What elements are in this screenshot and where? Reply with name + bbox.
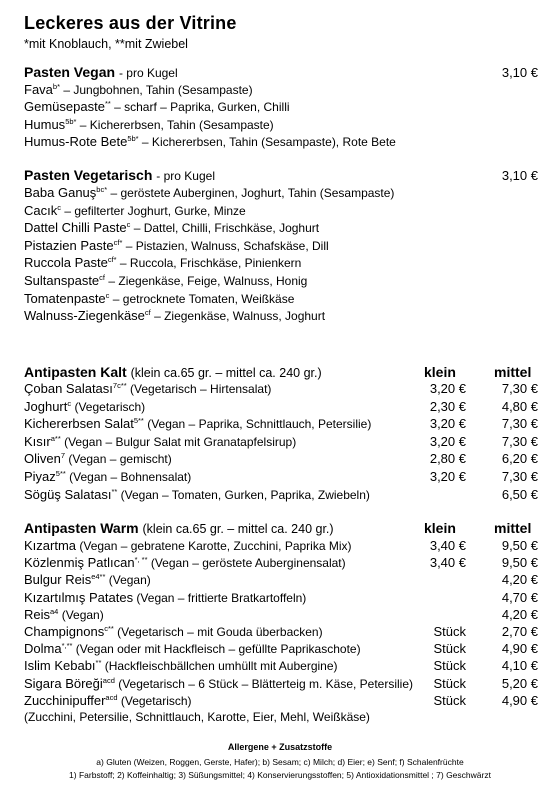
item-allergen-codes: bc* [96, 185, 108, 194]
price-klein: Stück [433, 675, 466, 691]
menu-item [24, 291, 294, 306]
col-klein-kalt: klein [424, 364, 456, 380]
price-mittel: 9,50 € [501, 538, 538, 553]
menu-item [24, 308, 325, 323]
item-name: Piyaz [24, 469, 56, 484]
item-name: Közlenmiş Patlıcan [24, 555, 135, 571]
item-name: Dattel Chilli Paste [24, 220, 127, 236]
item-name: Zucchinipuffer [24, 692, 106, 708]
menu-item [24, 693, 192, 708]
price-mittel: 6,50 € [501, 486, 538, 502]
item-allergen-codes: acd [102, 675, 115, 685]
menu-item [24, 238, 329, 253]
item-description: – Kichererbsen, Tahin (Sesampaste), Rote Bete [138, 134, 396, 149]
item-allergen-codes: 7 [60, 451, 66, 461]
item-description: – geröstete Auberginen, Joghurt, Tahin (Sesampaste) [107, 186, 395, 200]
menu-item [24, 487, 370, 502]
menu-item [24, 658, 338, 673]
price-mittel: 7,30 € [501, 416, 538, 432]
item-description: (Vegan – Bohnensalat) [65, 470, 192, 484]
item-allergen-codes: cf [144, 308, 151, 318]
item-description: (Vegan – gemischt) [65, 452, 172, 467]
allergen-line-1: a) Gluten (Weizen, Roggen, Gerste, Hafer); b) Sesam; c) Milch; d) Eier; e) Senf; f) Schalenfrüchte [96, 757, 464, 767]
item-name: Reis [24, 606, 51, 622]
price-mittel: 2,70 € [501, 624, 538, 639]
item-allergen-codes: ** [111, 486, 118, 496]
price-klein: 3,20 € [429, 416, 466, 432]
item-name: Oliven [24, 451, 61, 467]
menu-item [24, 185, 394, 200]
item-name: Kızartma [24, 538, 77, 553]
item-name: Sögüş Salatası [24, 486, 112, 502]
item-description: (Vegan – geröstete Auberginensalat) [147, 556, 346, 571]
section-title: Antipasten Kalt [24, 364, 127, 380]
item-allergen-codes: e4** [91, 572, 106, 582]
item-description: (Vegan – Tomaten, Gurken, Paprika, Zwiebeln) [117, 487, 370, 502]
item-allergen-codes: 5b* [65, 116, 77, 126]
item-description: – Jungbohnen, Tahin (Sesampaste) [60, 83, 253, 97]
menu-item [24, 572, 151, 587]
price-mittel: 6,20 € [501, 451, 538, 467]
menu-item [24, 134, 396, 149]
price-mittel: 9,50 € [501, 555, 538, 571]
warm-extra-line: (Zucchini, Petersilie, Schnittlauch, Karotte, Eier, Mehl, Weißkäse) [24, 710, 370, 724]
menu-item [24, 381, 271, 396]
item-allergen-codes: c [126, 220, 131, 230]
menu-item [24, 273, 307, 288]
item-allergen-codes: a** [50, 433, 61, 443]
item-name: Baba Ganuş [24, 185, 97, 200]
menu-item [24, 399, 145, 414]
item-name: Cacık [24, 202, 58, 218]
item-allergen-codes: c [57, 202, 61, 212]
item-description: (Vegan – Bulgur Salat mit Granatapfelsirup) [60, 434, 297, 449]
item-name: Kızartılmış Patates [24, 589, 134, 605]
item-name: Humus-Rote Bete [24, 133, 128, 149]
price-mittel: 5,20 € [501, 675, 538, 691]
price-klein: Stück [433, 692, 466, 708]
section-price-vegetarian: 3,10 € [501, 168, 538, 183]
item-description: – gefilterter Joghurt, Gurke, Minze [60, 203, 246, 218]
page-subtitle: *mit Knoblauch, **mit Zwiebel [24, 37, 188, 51]
section-title: Pasten Vegetarisch [24, 167, 153, 183]
item-name: Bulgur Reis [24, 572, 92, 588]
item-name: Islim Kebabı [24, 658, 96, 674]
item-allergen-codes: ** [95, 658, 102, 668]
menu-item [24, 607, 104, 622]
price-klein: 3,20 € [429, 469, 466, 484]
item-allergen-codes: c [105, 290, 110, 300]
item-name: Joghurt [24, 398, 68, 414]
price-mittel: 4,90 € [501, 641, 538, 657]
item-allergen-codes: cf* [113, 237, 123, 247]
item-description: (Vegetarisch – mit Gouda überbacken) [113, 625, 323, 639]
item-description: (Vegan – frittierte Bratkartoffeln) [133, 590, 307, 605]
col-klein-warm: klein [424, 520, 456, 536]
item-description: – Ziegenkäse, Walnuss, Joghurt [150, 309, 326, 324]
price-klein: Stück [433, 624, 466, 639]
item-description: – scharf – Paprika, Gurken, Chilli [110, 100, 290, 115]
page-title: Leckeres aus der Vitrine [24, 13, 237, 33]
section-note: (klein ca.65 gr. – mittel ca. 240 gr.) [130, 366, 322, 380]
item-description: – Dattel, Chilli, Frischkäse, Joghurt [130, 221, 320, 236]
menu-item [24, 555, 346, 570]
section-title: Pasten Vegan [24, 64, 116, 80]
price-mittel: 4,90 € [501, 692, 538, 708]
price-klein: 3,20 € [429, 433, 466, 449]
menu-item [24, 416, 371, 431]
item-name: Sultanspaste [24, 273, 100, 288]
item-name: Sigara Böreği [24, 675, 103, 691]
menu-item [24, 538, 352, 553]
allergen-line-2: 1) Farbstoff; 2) Koffeinhaltig; 3) Süßungsmittel; 4) Konservierungsstoffen; 5) Antioxidationsmittel ; 7) Geschwärzt [69, 770, 491, 780]
item-description: – Pistazien, Walnuss, Schafskäse, Dill [122, 238, 329, 253]
price-mittel: 4,10 € [501, 658, 538, 674]
menu-item [24, 82, 253, 97]
item-description: – Ziegenkäse, Feige, Walnuss, Honig [105, 274, 308, 288]
menu-item [24, 434, 296, 449]
allergen-title: Allergene + Zusatzstoffe [227, 742, 333, 752]
section-heading-warm [24, 520, 334, 536]
section-note: (klein ca.65 gr. – mittel ca. 240 gr.) [142, 522, 334, 536]
item-allergen-codes: cf [99, 273, 106, 282]
item-description: (Vegetarisch) [117, 693, 192, 708]
section-title: Antipasten Warm [24, 520, 139, 536]
item-allergen-codes: 5b* [127, 133, 139, 143]
price-mittel: 7,30 € [501, 433, 538, 449]
item-allergen-codes: 5** [55, 469, 66, 478]
item-description: (Vegetarisch – 6 Stück – Blätterteig m. Käse, Petersilie) [114, 676, 414, 691]
menu-item [24, 469, 191, 484]
item-name: Tomatenpaste [24, 290, 106, 306]
menu-item [24, 255, 301, 270]
item-allergen-codes: 5** [133, 416, 144, 426]
item-allergen-codes: c** [104, 624, 114, 633]
item-name: Dolma [24, 641, 62, 657]
price-mittel: 4,20 € [501, 572, 538, 588]
price-klein: 2,30 € [429, 398, 466, 414]
section-note: - pro Kugel [156, 169, 215, 183]
item-description: (Vegan) [105, 573, 151, 588]
price-mittel: 4,20 € [501, 606, 538, 622]
price-klein: Stück [433, 641, 466, 657]
item-name: Pistazien Paste [24, 237, 114, 253]
menu-item [24, 203, 246, 218]
price-klein: Stück [433, 658, 466, 674]
item-description: (Vegan oder mit Hackfleisch – gefüllte Paprikaschote) [72, 642, 361, 657]
menu-item [24, 624, 323, 639]
item-name: Champignons [24, 624, 105, 639]
item-allergen-codes: acd [105, 692, 118, 702]
item-description: (Vegan – gebratene Karotte, Zucchini, Paprika Mix) [76, 539, 352, 553]
item-allergen-codes: b* [52, 82, 60, 91]
menu-item [24, 99, 290, 114]
item-allergen-codes: *,** [61, 641, 73, 651]
price-mittel: 7,30 € [501, 469, 538, 484]
menu-item [24, 220, 319, 235]
item-allergen-codes: ** [104, 99, 111, 109]
item-name: Fava [24, 82, 53, 97]
item-allergen-codes: 7c** [112, 381, 127, 390]
price-mittel: 7,30 € [501, 381, 538, 396]
item-allergen-codes: c [67, 398, 72, 408]
menu-item [24, 676, 413, 691]
price-mittel: 4,70 € [501, 589, 538, 605]
item-allergen-codes: *, ** [134, 555, 148, 565]
item-name: Kısır [24, 433, 51, 449]
item-description: – Kichererbsen, Tahin (Sesampaste) [76, 117, 274, 132]
item-name: Walnuss-Ziegenkäse [24, 308, 145, 324]
item-description: (Vegan) [58, 607, 104, 622]
item-description: (Hackfleischbällchen umhüllt mit Aubergine) [101, 659, 338, 674]
item-allergen-codes: cf* [107, 255, 117, 265]
item-name: Kichererbsen Salat [24, 416, 134, 432]
item-description: – getrocknete Tomaten, Weißkäse [109, 291, 295, 306]
price-klein: 2,80 € [429, 451, 466, 467]
menu-item [24, 641, 361, 656]
price-klein: 3,40 € [429, 538, 466, 553]
col-mittel-warm: mittel [494, 520, 532, 536]
item-name: Ruccola Paste [24, 255, 108, 271]
item-name: Gemüsepaste [24, 99, 105, 115]
item-description: (Vegetarisch – Hirtensalat) [126, 382, 272, 396]
price-klein: 3,40 € [429, 555, 466, 571]
item-name: Humus [24, 116, 66, 132]
item-description: – Ruccola, Frischkäse, Pinienkern [116, 256, 302, 271]
item-name: Çoban Salatası [24, 381, 113, 396]
item-allergen-codes: a4 [50, 606, 59, 616]
menu-item [24, 117, 274, 132]
item-description: (Vegan – Paprika, Schnittlauch, Petersilie) [143, 417, 372, 432]
section-heading-vegetarian [24, 167, 215, 183]
section-heading-kalt [24, 364, 322, 380]
menu-item [24, 451, 172, 466]
section-heading-vegan [24, 64, 178, 80]
price-klein: 3,20 € [429, 381, 466, 396]
section-price-vegan: 3,10 € [501, 65, 538, 80]
section-note: - pro Kugel [118, 66, 178, 80]
menu-item [24, 590, 306, 605]
price-mittel: 4,80 € [501, 398, 538, 414]
col-mittel-kalt: mittel [494, 364, 532, 380]
item-description: (Vegetarisch) [71, 399, 146, 414]
